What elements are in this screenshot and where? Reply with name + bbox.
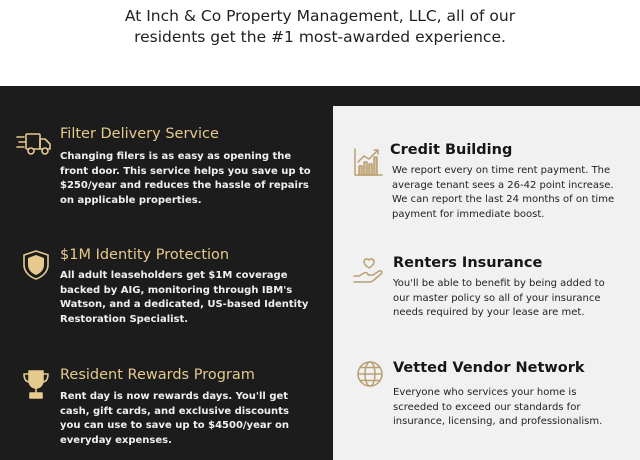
feature-title: $1M Identity Protection (60, 247, 230, 263)
feature-description: Everyone who services your home is screeded to exceed our standards for insurance, licensing, and professionalism. (393, 387, 603, 427)
feature-renters-insurance (350, 254, 635, 334)
feature-description: Rent day is now rewards days. You'll get cash, gift cards, and exclusive discounts you can use to save up to $4500/year on everyday expenses. (60, 391, 289, 446)
feature-title: Credit Building (390, 142, 513, 158)
trophy-icon (18, 366, 54, 402)
intro-line-1: At Inch & Co Property Management, LLC, all of our (124, 7, 516, 25)
intro-line-2: residents get the #1 most-awarded experience. (134, 28, 506, 46)
globe-icon (352, 356, 388, 392)
feature-resident-rewards (16, 366, 316, 456)
feature-title: Filter Delivery Service (60, 126, 219, 142)
feature-vetted-vendor-network (350, 358, 635, 438)
growth-chart-icon (350, 144, 386, 180)
feature-title: Resident Rewards Program (60, 367, 255, 383)
feature-description: We report every on time rent payment. The average tenant sees a 26-42 point increase. We can report the last 24 months of on time payment for immediate boost. (392, 165, 615, 220)
feature-description: Changing filers is as easy as opening the front door. This service helps you save up to $250/year and reduces the hassle of repairs on applicable properties. (60, 151, 311, 206)
intro-section (0, 0, 640, 86)
feature-filter-delivery (16, 124, 316, 214)
feature-title: Vetted Vendor Network (393, 360, 585, 376)
shield-icon (18, 247, 54, 283)
delivery-truck-icon (16, 126, 52, 162)
feature-credit-building (350, 140, 635, 230)
feature-description: You'll be able to benefit by being added to our master policy so all of your insurance needs required by your lease are met. (393, 278, 605, 318)
feature-title: Renters Insurance (393, 255, 543, 271)
hand-holding-heart-icon (350, 254, 386, 290)
feature-description: All adult leaseholders get $1M coverage backed by AIG, monitoring through IBM's Watson, and a dedicated, US-based Identity Restoration Specialist. (60, 270, 309, 325)
feature-identity-protection (16, 245, 316, 335)
